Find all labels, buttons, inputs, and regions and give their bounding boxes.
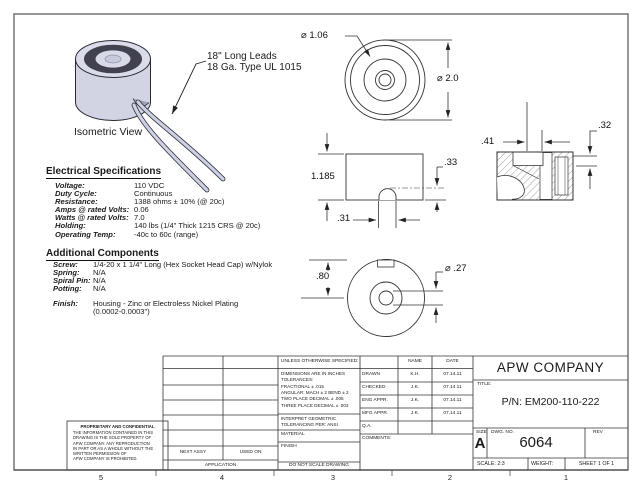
- zone-number: 1: [563, 473, 569, 482]
- spec-row: Operating Temp: -40c to 60c (range): [55, 229, 199, 239]
- application-label: APPLICATION: [204, 462, 237, 468]
- company-name: APW COMPANY: [496, 360, 605, 375]
- approval-name: J.K.: [410, 398, 420, 403]
- part-number: P/N: EM200-110-222: [501, 396, 600, 408]
- additional-components-table: [53, 261, 272, 293]
- spec-row: Resistance: 1388 ohms ± 10% (@ 20c): [55, 197, 225, 207]
- leads-callout: 18" Long Leads 18 Ga. Type UL 1015: [207, 51, 302, 73]
- spec-row: Voltage: 110 VDC: [55, 181, 165, 190]
- approval-date: 07.14.11: [443, 372, 462, 377]
- material-label: MATERIAL: [281, 432, 305, 437]
- section-view: [497, 102, 597, 200]
- section-side-slot: [555, 157, 568, 195]
- approval-role: Q.A.: [362, 424, 372, 429]
- top-view: [345, 36, 452, 120]
- component-row: Spring: N/A: [53, 268, 106, 278]
- approval-role: MFG APPR.: [362, 411, 389, 416]
- tolerance-heading: UNLESS OTHERWISE SPECIFIED:: [281, 359, 359, 364]
- component-row: Potting: N/A: [53, 284, 106, 294]
- proprietary-heading: PROPRIETARY AND CONFIDENTIAL: [80, 423, 155, 429]
- zone-number: 2: [447, 473, 453, 482]
- callout-leader: [172, 61, 206, 114]
- isometric-view-label: Isometric View: [74, 126, 143, 138]
- sheet-label: SHEET 1 OF 1: [578, 461, 615, 467]
- tolerance-notes: DIMENSIONS ARE IN INCHES TOLERANCES: FRACTIONAL ± .015 ANGULAR: MACH ± 2 BEND ± 2 TWO PLACE DECIMAL ± .005 THREE PLACE DECIMAL ± .003: [281, 371, 349, 408]
- dim-section-width: .41: [481, 136, 495, 147]
- spec-row: Watts @ rated Volts: 7.0: [55, 213, 145, 223]
- proprietary-text: THE INFORMATION CONTAINED IN THIS DRAWING IS THE SOLE PROPERTY OF APW COMPANY. ANY REPRODUCTION IN PART OR AS A WHOLE WITHOUT THE WRITTEN PERMISSION OF APW COMPANY IS PROHIBITED.: [73, 430, 154, 462]
- approval-name: J.K.: [410, 385, 420, 390]
- dim-dome-width: .31: [337, 213, 351, 224]
- dim-bottom-height: .80: [316, 271, 330, 282]
- do-not-scale-label: DO NOT SCALE DRAWING: [289, 463, 349, 468]
- dim-top-outer-diameter: ⌀ 2.0: [437, 73, 459, 84]
- used-on-label: USED ON: [239, 450, 262, 455]
- dwg-no-label: DWG. NO.: [491, 430, 514, 435]
- component-row: Spiral Pin: N/A: [53, 276, 106, 286]
- spec-row: Amps @ rated Volts: 0.06: [55, 205, 149, 215]
- dim-top-inner-diameter: ⌀ 1.06: [301, 30, 328, 41]
- date-header: DATE: [446, 359, 459, 364]
- approval-date: 07.14.11: [443, 411, 462, 416]
- interpret-note: INTERPRET GEOMETRIC TOLERANCING PER: ANSI: [281, 416, 338, 427]
- section-counterbore: [513, 153, 543, 166]
- dim-dome-height: .33: [444, 157, 458, 168]
- dim-side-height: 1.185: [311, 171, 335, 182]
- finish-label: FINISH: [281, 444, 297, 449]
- approval-date: 07.14.11: [443, 385, 462, 390]
- size-label: SIZE: [476, 430, 487, 435]
- spec-row: Holding: 140 lbs (1/4" Thick 1215 CRS @ 20c): [55, 221, 261, 231]
- keyway-notch: [378, 260, 395, 267]
- approval-role: ENG APPR.: [362, 398, 388, 403]
- finish-row: Finish: Housing - Zinc or Electroless Nickel Plating (0.0002-0.0003"): [53, 299, 239, 317]
- spec-row: Duty Cycle: Continuous: [55, 189, 173, 199]
- approval-role: CHECKED: [362, 385, 386, 390]
- approval-role: DRAWN: [362, 372, 380, 377]
- dim-bottom-hole-diameter: ⌀ .27: [445, 263, 467, 274]
- scale-value: SCALE: 2:3: [477, 461, 505, 467]
- approval-name: K.H.: [410, 372, 420, 377]
- next-assy-label: NEXT ASSY: [179, 450, 207, 455]
- comments-label: COMMENTS:: [362, 436, 392, 441]
- electrical-specs-table: [55, 182, 260, 239]
- weight-label: WEIGHT:: [531, 461, 554, 467]
- size-value: A: [474, 435, 486, 452]
- component-row: Screw: 1/4-20 x 1 1/4" Long (Hex Socket Head Cap) w/Nylok: [53, 260, 273, 269]
- zone-number: 5: [98, 473, 104, 482]
- dwg-no-value: 6064: [519, 434, 553, 451]
- zone-number: 3: [330, 473, 336, 482]
- dim-section-depth: .32: [598, 120, 612, 131]
- electrical-specs-heading: Electrical Specifications: [46, 166, 162, 177]
- approval-date: 07.14.11: [443, 398, 462, 403]
- name-header: NAME: [408, 359, 422, 364]
- additional-components-heading: Additional Components: [46, 248, 159, 259]
- rev-label: REV: [593, 430, 603, 435]
- title-label: TITLE:: [477, 382, 492, 387]
- approval-name: J.K.: [410, 411, 420, 416]
- zone-number: 4: [219, 473, 225, 482]
